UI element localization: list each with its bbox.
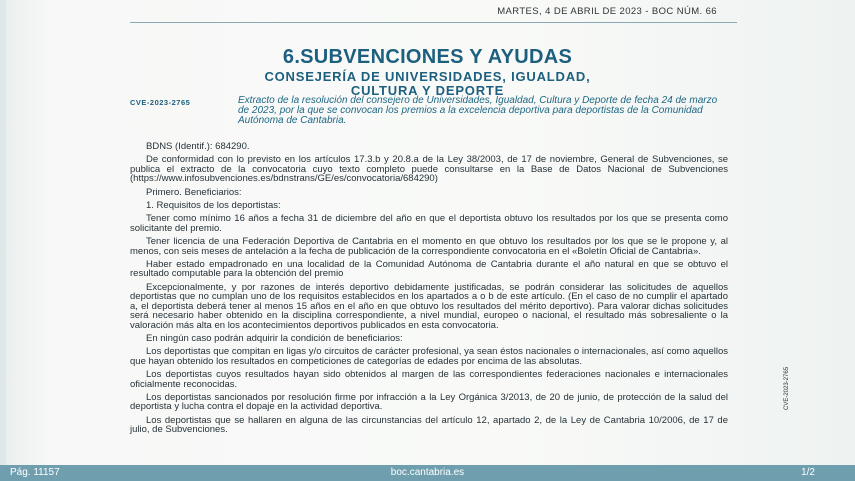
intro-paragraph: De conformidad con lo previsto en los artículos 17.3.b y 20.8.a de la Ley 38/2003, de 17 de noviembre, General de Subvenciones, se publica el extracto de la convocatoria cuyo texto completo puede consultarse en la Base de Datos Nacional de Subvenciones (https://www.infosubvenciones.es/bdnstrans/GE/es/convocatoria/684290) — [130, 154, 728, 185]
document-summary: Extracto de la resolución del consejero de Universidades, Igualdad, Cultura y Deporte de fecha 24 de marzo de 2023, por la que se convocan los premios a la excelencia deportiva para deportistas de la Comunidad Autónoma de Cantabria. — [238, 95, 718, 126]
paragraph-excepcion: Excepcionalmente, y por razones de interés deportivo debidamente justificadas, se podrán considerar las solicitudes de aquellos deportistas que no cumplan uno de los requisitos establecidos en los apartados a o b de este artículo. (En el caso de no cumplir el apartado a, el deportista deberá tener al menos 15 años en el año en que obtuvo los resultados del mérito deportivo). Para valorar dichas solicitudes será necesario haber obtenido en la disciplina correspondiente, a nivel mundial, europeo o nacional, el resultado más sobresaliente o la valoración más alta en los acontecimientos deportivos publicados en esta convocatoria. — [130, 281, 728, 331]
paragraph-profesionales: Los deportistas que compitan en ligas y/o circuitos de carácter profesional, ya sean éstos nacionales o internacionales, así como aquellos que hayan obtenido los resultados en competiciones de categorías de edades por encima de las absolutas. — [130, 346, 728, 367]
department-title — [0, 70, 855, 98]
document-body — [130, 142, 728, 439]
header-rule — [130, 22, 737, 23]
header-date: MARTES, 4 DE ABRIL DE 2023 - BOC NÚM. 66 — [497, 6, 717, 17]
bdns-id: BDNS (Identif.): 684290. — [146, 141, 250, 152]
side-cve-code: CVE-2023-2765 — [784, 366, 790, 410]
page-number: Pág. 11157 — [10, 467, 60, 478]
page-count: 1/2 — [801, 467, 815, 478]
paragraph-sancionados: Los deportistas sancionados por resolución firme por infracción a la Ley Orgánica 3/2013, de 20 de junio, de protección de la salud del deportista y lucha contra el dopaje en la actividad deportiva. — [130, 391, 728, 413]
department-line-1: CONSEJERÍA DE UNIVERSIDADES, IGUALDAD, — [264, 69, 591, 84]
footer-bar — [0, 465, 855, 481]
paragraph-circunstancias: Los deportistas que se hallaren en alguna de las circunstancias del artículo 12, apartado 2, de la Ley de Cantabria 10/2006, de 17 de julio, de Subvenciones. — [130, 414, 728, 436]
department-line-2: CULTURA Y DEPORTE — [350, 83, 505, 98]
heading-requisitos: 1. Requisitos de los deportistas: — [146, 200, 281, 212]
heading-beneficiarios: Primero. Beneficiarios: — [146, 186, 242, 198]
paragraph-federaciones: Los deportistas cuyos resultados hayan sido obtenidos al margen de las correspondientes federaciones nacionales e internacionales oficialmente reconocidas. — [130, 369, 728, 390]
section-title: 6.SUBVENCIONES Y AYUDAS — [282, 46, 573, 68]
paragraph-licencia: Tener licencia de una Federación Deportiva de Cantabria en el momento en que obtuvo los resultados por los que se le propone y, al menos, con seis meses de antelación a la fecha de publicación de la correspondiente convocatoria en el «Boletín Oficial de Cantabria». — [130, 236, 728, 257]
paragraph-exclusion: En ningún caso podrán adquirir la condición de beneficiarios: — [146, 332, 403, 344]
paragraph-empadronado: Haber estado empadronado en una localidad de la Comunidad Autónoma de Cantabria durante el año natural en que se obtuvo el resultado computable para la obtención del premio — [130, 259, 728, 280]
paragraph-edad: Tener como mínimo 16 años a fecha 31 de diciembre del año en que el deportista obtuvo los resultados por los que se presenta como solicitante del premio. — [130, 213, 728, 234]
cve-code: CVE-2023-2765 — [130, 98, 191, 107]
site-link[interactable]: boc.cantabria.es — [390, 467, 465, 478]
